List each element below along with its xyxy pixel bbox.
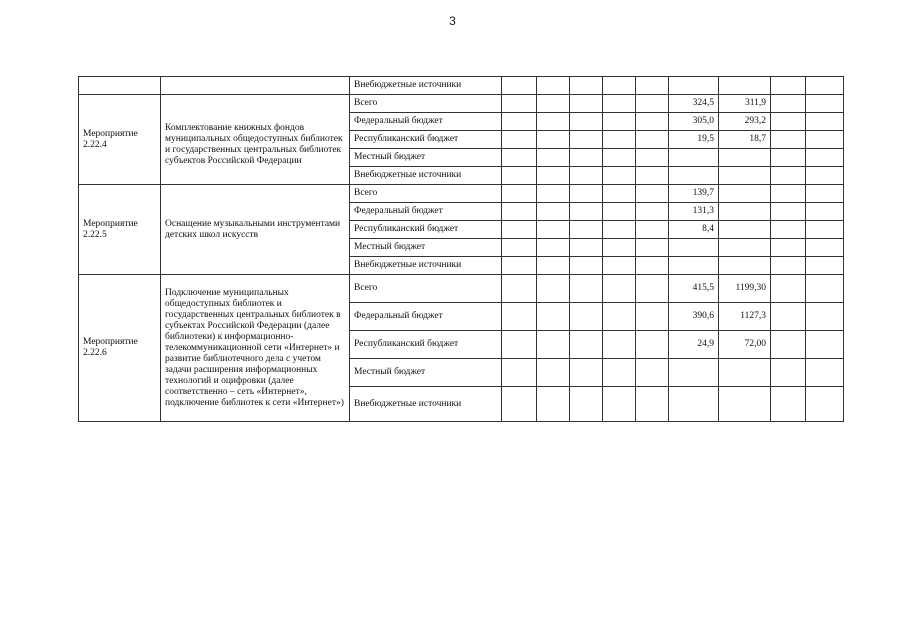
cell-empty [603, 167, 636, 185]
cell-empty [502, 167, 537, 185]
cell-empty [806, 303, 844, 331]
cell-empty [570, 257, 603, 275]
activity-label: Мероприятие 2.22.5 [79, 185, 161, 275]
table-row [79, 95, 844, 113]
funding-source: Федеральный бюджет [350, 303, 502, 331]
funding-source: Федеральный бюджет [350, 113, 502, 131]
value-cell-1: 131,3 [669, 203, 719, 221]
cell-empty [636, 167, 669, 185]
cell-empty [771, 167, 806, 185]
cell-empty [537, 303, 570, 331]
value-cell-1 [669, 149, 719, 167]
value-cell-1: 305,0 [669, 113, 719, 131]
cell-empty [537, 95, 570, 113]
cell-empty [502, 239, 537, 257]
cell-empty [771, 113, 806, 131]
cell-empty [806, 331, 844, 359]
cell-empty [603, 95, 636, 113]
value-cell-2: 1199,30 [719, 275, 771, 303]
cell-empty [806, 239, 844, 257]
cell-empty [570, 113, 603, 131]
funding-source: Внебюджетные источники [350, 167, 502, 185]
cell-empty [502, 113, 537, 131]
cell-empty [537, 113, 570, 131]
cell-empty [570, 331, 603, 359]
cell-empty [570, 239, 603, 257]
value-cell-2: 18,7 [719, 131, 771, 149]
cell-empty [806, 257, 844, 275]
cell-empty [603, 203, 636, 221]
cell-empty [502, 275, 537, 303]
cell-empty [537, 239, 570, 257]
cell-empty [806, 387, 844, 422]
cell-empty [570, 387, 603, 422]
cell-empty [636, 185, 669, 203]
page-number: 3 [449, 14, 456, 28]
funding-source: Всего [350, 95, 502, 113]
cell-empty [537, 331, 570, 359]
cell-empty [502, 95, 537, 113]
value-cell-2 [719, 257, 771, 275]
funding-source: Местный бюджет [350, 149, 502, 167]
cell-empty [636, 77, 669, 95]
cell-empty [502, 221, 537, 239]
cell-empty [806, 167, 844, 185]
cell-empty [570, 131, 603, 149]
cell-empty [636, 257, 669, 275]
cell-empty [603, 221, 636, 239]
cell-empty [161, 77, 350, 95]
cell-empty [502, 257, 537, 275]
value-cell-2: 1127,3 [719, 303, 771, 331]
value-cell-2: 293,2 [719, 113, 771, 131]
value-cell-2 [719, 149, 771, 167]
activity-description: Комплектование книжных фондов муниципальных общедоступных библиотек и государственных центральных библиотек субъектов Российской Федерации [161, 95, 350, 185]
cell-empty [771, 149, 806, 167]
cell-empty [537, 275, 570, 303]
cell-empty [603, 359, 636, 387]
cell-empty [502, 387, 537, 422]
cell-empty [771, 77, 806, 95]
budget-table [78, 76, 844, 422]
cell-empty [806, 149, 844, 167]
value-cell-1 [669, 167, 719, 185]
funding-source: Внебюджетные источники [350, 387, 502, 422]
cell-empty [603, 257, 636, 275]
cell-empty [537, 149, 570, 167]
activity-description: Подключение муниципальных общедоступных библиотек и государственных центральных библиотек в субъектах Российской Федерации (далее библиотеки) к информационно-телекоммуникационной сети «Интернет» и развитие библиотечного дела с учетом задачи расширения информационных технологий и оцифровки (далее соответственно – сеть «Интернет», подключение библиотек к сети «Интернет») [161, 275, 350, 422]
cell-empty [771, 221, 806, 239]
cell-empty [603, 131, 636, 149]
cell-empty [806, 203, 844, 221]
cell-empty [771, 95, 806, 113]
cell-empty [570, 185, 603, 203]
cell-empty [636, 303, 669, 331]
table-row [79, 275, 844, 303]
cell-empty [537, 257, 570, 275]
cell-empty [603, 331, 636, 359]
funding-source: Республиканский бюджет [350, 331, 502, 359]
cell-empty [806, 185, 844, 203]
cell-empty [537, 203, 570, 221]
value-cell-2 [719, 203, 771, 221]
cell-empty [636, 95, 669, 113]
cell-empty [719, 77, 771, 95]
activity-label: Мероприятие 2.22.6 [79, 275, 161, 422]
cell-empty [806, 113, 844, 131]
value-cell-1 [669, 257, 719, 275]
cell-empty [570, 275, 603, 303]
cell-empty [636, 221, 669, 239]
value-cell-1: 24,9 [669, 331, 719, 359]
cell-empty [502, 359, 537, 387]
cell-empty [636, 331, 669, 359]
cell-empty [669, 77, 719, 95]
cell-empty [570, 95, 603, 113]
value-cell-2: 311,9 [719, 95, 771, 113]
cell-empty [771, 131, 806, 149]
funding-source: Республиканский бюджет [350, 221, 502, 239]
funding-source: Федеральный бюджет [350, 203, 502, 221]
funding-source: Местный бюджет [350, 239, 502, 257]
cell-empty [806, 131, 844, 149]
cell-empty [502, 131, 537, 149]
cell-empty [771, 257, 806, 275]
funding-source: Всего [350, 185, 502, 203]
cell-empty [603, 77, 636, 95]
cell-empty [603, 185, 636, 203]
cell-empty [636, 203, 669, 221]
cell-empty [603, 149, 636, 167]
funding-source: Республиканский бюджет [350, 131, 502, 149]
cell-empty [79, 77, 161, 95]
cell-empty [570, 77, 603, 95]
cell-empty [537, 387, 570, 422]
cell-empty [636, 131, 669, 149]
cell-empty [537, 167, 570, 185]
cell-empty [603, 387, 636, 422]
value-cell-1: 390,6 [669, 303, 719, 331]
funding-source: Всего [350, 275, 502, 303]
value-cell-2 [719, 185, 771, 203]
funding-source: Внебюджетные источники [350, 77, 502, 95]
value-cell-1 [669, 387, 719, 422]
cell-empty [636, 387, 669, 422]
cell-empty [537, 185, 570, 203]
table-row [79, 185, 844, 203]
cell-empty [502, 149, 537, 167]
cell-empty [502, 185, 537, 203]
cell-empty [636, 359, 669, 387]
funding-source: Внебюджетные источники [350, 257, 502, 275]
cell-empty [570, 167, 603, 185]
cell-empty [771, 275, 806, 303]
table-body [79, 77, 844, 422]
value-cell-1 [669, 239, 719, 257]
cell-empty [636, 239, 669, 257]
value-cell-1: 139,7 [669, 185, 719, 203]
cell-empty [537, 221, 570, 239]
cell-empty [806, 221, 844, 239]
value-cell-2 [719, 221, 771, 239]
value-cell-1: 8,4 [669, 221, 719, 239]
cell-empty [771, 303, 806, 331]
value-cell-2 [719, 167, 771, 185]
cell-empty [806, 359, 844, 387]
cell-empty [771, 203, 806, 221]
cell-empty [636, 113, 669, 131]
cell-empty [771, 359, 806, 387]
cell-empty [806, 275, 844, 303]
cell-empty [502, 303, 537, 331]
cell-empty [537, 359, 570, 387]
cell-empty [771, 331, 806, 359]
cell-empty [603, 113, 636, 131]
cell-empty [502, 77, 537, 95]
table-row-continuation [79, 77, 844, 95]
cell-empty [502, 331, 537, 359]
value-cell-1: 324,5 [669, 95, 719, 113]
cell-empty [570, 221, 603, 239]
cell-empty [570, 303, 603, 331]
value-cell-1 [669, 359, 719, 387]
activity-description: Оснащение музыкальными инструментами детских школ искусств [161, 185, 350, 275]
cell-empty [771, 387, 806, 422]
cell-empty [570, 359, 603, 387]
cell-empty [537, 77, 570, 95]
cell-empty [537, 131, 570, 149]
value-cell-1: 19,5 [669, 131, 719, 149]
cell-empty [771, 239, 806, 257]
funding-source: Местный бюджет [350, 359, 502, 387]
cell-empty [636, 149, 669, 167]
cell-empty [636, 275, 669, 303]
cell-empty [806, 77, 844, 95]
cell-empty [603, 275, 636, 303]
value-cell-2 [719, 239, 771, 257]
activity-label: Мероприятие 2.22.4 [79, 95, 161, 185]
cell-empty [771, 185, 806, 203]
cell-empty [806, 95, 844, 113]
cell-empty [570, 203, 603, 221]
cell-empty [502, 203, 537, 221]
value-cell-2 [719, 387, 771, 422]
cell-empty [603, 239, 636, 257]
value-cell-2: 72,00 [719, 331, 771, 359]
cell-empty [603, 303, 636, 331]
value-cell-2 [719, 359, 771, 387]
value-cell-1: 415,5 [669, 275, 719, 303]
cell-empty [570, 149, 603, 167]
